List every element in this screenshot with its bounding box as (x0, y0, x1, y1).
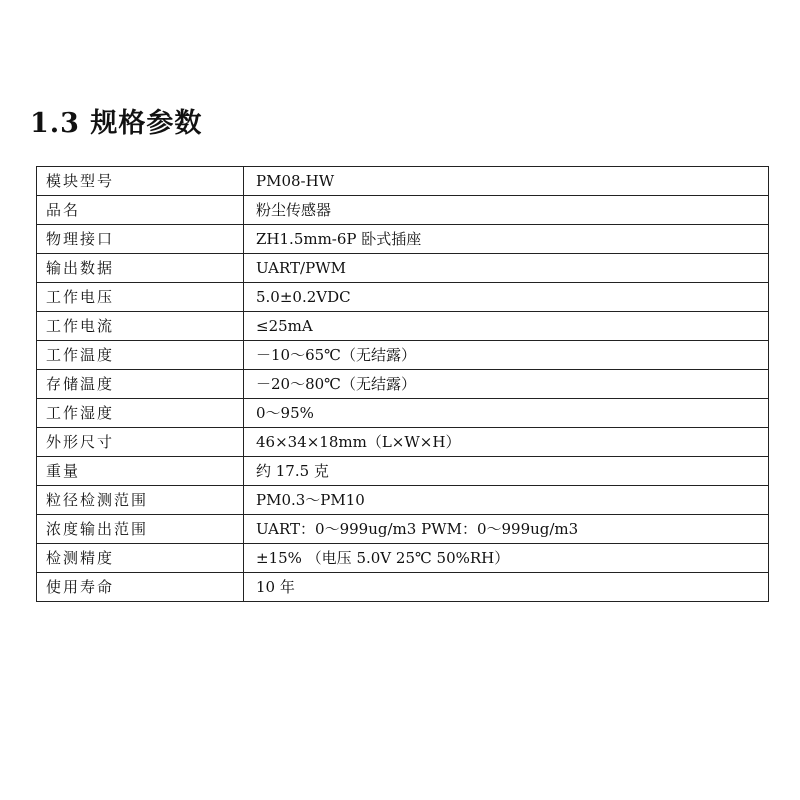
table-row-product-name (37, 196, 769, 225)
row-label: 品名 (37, 196, 244, 225)
row-value: ZH1.5mm-6P 卧式插座 (244, 225, 769, 254)
row-value: 46×34×18mm（L×W×H） (244, 428, 769, 457)
row-label: 使用寿命 (37, 573, 244, 602)
spec-table (36, 166, 769, 602)
row-value: UART/PWM (244, 254, 769, 283)
table-row-weight (37, 457, 769, 486)
row-value: 10 年 (244, 573, 769, 602)
table-row-operating-temp (37, 341, 769, 370)
table-row-storage-temp (37, 370, 769, 399)
table-row-model (37, 167, 769, 196)
row-value: －20～80℃（无结露） (244, 370, 769, 399)
row-value: 5.0±0.2VDC (244, 283, 769, 312)
table-row-humidity (37, 399, 769, 428)
row-label: 输出数据 (37, 254, 244, 283)
row-label: 模块型号 (37, 167, 244, 196)
table-row-voltage (37, 283, 769, 312)
table-row-output (37, 254, 769, 283)
row-label: 工作电流 (37, 312, 244, 341)
row-label: 浓度输出范围 (37, 515, 244, 544)
table-row-lifetime (37, 573, 769, 602)
row-label: 工作温度 (37, 341, 244, 370)
row-value: UART：0～999ug/m3 PWM：0～999ug/m3 (244, 515, 769, 544)
spec-table-body (37, 167, 769, 602)
table-row-particle-range (37, 486, 769, 515)
table-row-current (37, 312, 769, 341)
row-label: 重量 (37, 457, 244, 486)
table-row-interface (37, 225, 769, 254)
row-label: 检测精度 (37, 544, 244, 573)
row-label: 工作电压 (37, 283, 244, 312)
table-row-dimensions (37, 428, 769, 457)
table-row-concentration-range (37, 515, 769, 544)
row-value: 0～95% (244, 399, 769, 428)
row-value: 约 17.5 克 (244, 457, 769, 486)
table-row-accuracy (37, 544, 769, 573)
row-value: ±15% （电压 5.0V 25℃ 50%RH） (244, 544, 769, 573)
row-value: －10～65℃（无结露） (244, 341, 769, 370)
row-label: 物理接口 (37, 225, 244, 254)
row-label: 存储温度 (37, 370, 244, 399)
section-title: 1.3 规格参数 (30, 108, 203, 139)
row-label: 外形尺寸 (37, 428, 244, 457)
row-value: ≤25mA (244, 312, 769, 341)
row-value: PM0.3～PM10 (244, 486, 769, 515)
row-label: 工作湿度 (37, 399, 244, 428)
row-value: PM08-HW (244, 167, 769, 196)
row-value: 粉尘传感器 (244, 196, 769, 225)
row-label: 粒径检测范围 (37, 486, 244, 515)
